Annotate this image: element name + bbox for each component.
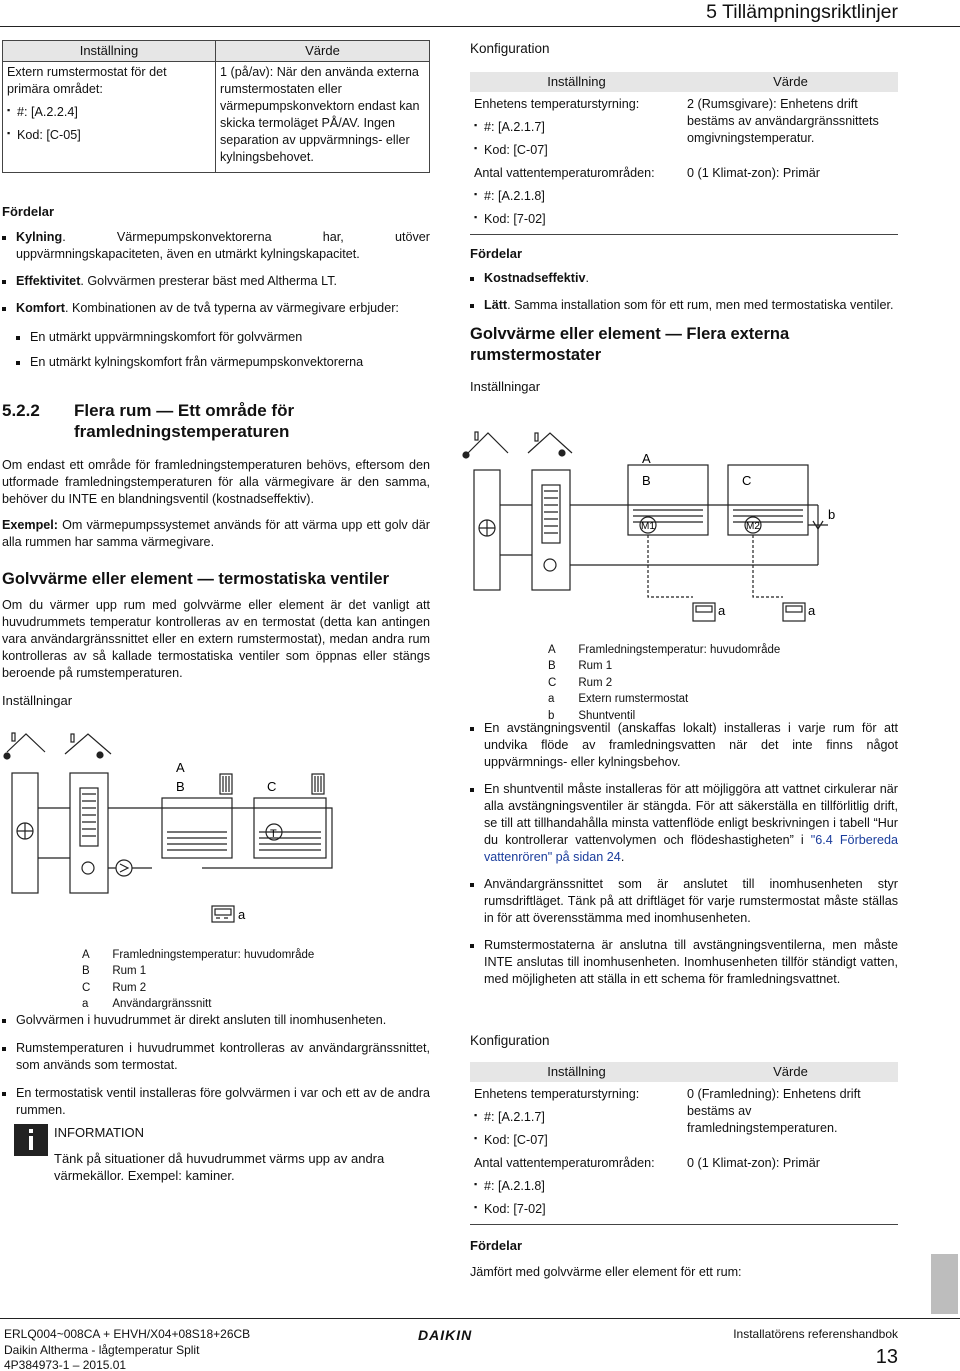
setting-label: Antal vattentemperaturområden: [474, 1155, 655, 1170]
bullet-item: Rumstemperaturen i huvudrummet kontrolleras av användargränssnittet, som används som termostat. [2, 1040, 430, 1074]
right-bullets [470, 720, 898, 998]
legend-row: a Användargränssnitt [82, 998, 212, 1011]
daikin-logo: DAIKIN [418, 1327, 473, 1343]
diagram-label-A: A [176, 760, 185, 775]
diagram-label-C: C [267, 779, 277, 794]
installningar-label: Inställningar [2, 693, 73, 709]
right-config-2 [470, 1032, 898, 1281]
fordelar-heading: Fördelar [2, 204, 55, 219]
footer-handbook: Installatörens referenshandbok [733, 1327, 898, 1341]
fordelar-text: Jämfört med golvvärme eller element för ett rum: [470, 1265, 742, 1280]
footer-docnum: 4P384973-1 – 2015.01 [4, 1358, 127, 1371]
fordelar-item: Kostnadseffektiv. [470, 270, 898, 287]
setting-code-id: ▪ #: [A.2.1.8] [474, 188, 679, 205]
diagram-label-A: A [642, 451, 651, 466]
setting-code-id: ▪ #: [A.2.1.8] [474, 1178, 679, 1195]
diagram-label-a: a [718, 603, 726, 618]
diagram-label-C: C [742, 473, 752, 488]
legend-row: a Extern rumstermostat [548, 693, 689, 706]
subheading-flera-externa: Golvvärme eller element — Flera externa rumstermostater [470, 325, 790, 364]
settings-table-1 [2, 40, 430, 173]
page-reference-link[interactable]: "6.4 Förbereda vattenrören" på sidan 24 [484, 833, 898, 864]
information-box [14, 1124, 430, 1185]
diagram-label-M2: M2 [746, 521, 760, 532]
installningar-label: Inställningar [470, 378, 541, 394]
left-system-diagram [2, 728, 430, 938]
footer-rule [0, 1318, 960, 1319]
settings-table-3 [470, 1062, 898, 1225]
fordelar-item: Kylning. Värmepumpskonvektorerna har, utöver uppvärmningskapaciteten, även en utmärkt kylningskapacitet. [2, 229, 430, 263]
fordelar-item: Komfort. Kombinationen av de två typerna av värmegivare erbjuder: En utmärkt uppvärmningskomfort för golvvärmen En utmärkt kylningskomfort från värmepumpskonvektorerna [2, 300, 430, 371]
footer-left [4, 1327, 250, 1371]
right-legend [546, 641, 896, 725]
chapter-tab [931, 1254, 958, 1314]
diagram-label-a: a [238, 907, 246, 922]
diagram-label-M1: M1 [641, 521, 655, 532]
left-bullets [2, 1012, 430, 1129]
bullet-item: En avstängningsventil (anskaffas lokalt) installeras i varje rum för att undvika flöde av framledningsvatten när det inte finns något uppvärmnings- eller kylningsbehov. [470, 720, 898, 771]
setting-label: Extern rumstermostat för det primära området: [7, 64, 167, 96]
diagram-label-a: a [808, 603, 816, 618]
information-icon [14, 1124, 48, 1156]
info-text: Tänk på situationer då huvudrummet värms upp av andra värmekällor. Exempel: kaminer. [54, 1150, 385, 1184]
setting-label: Enhetens temperaturstyrning: [474, 96, 640, 111]
setting-code: ▪ Kod: [C-07] [474, 142, 679, 159]
footer-model: ERLQ004~008CA + EHVH/X04+08S18+26CB [4, 1327, 251, 1341]
bullet-item: Användargränssnittet som är anslutet till inomhusenheten styr rumsdriftläget. Tänk på att driftläget för varje rumstermostat måste ställas in för att överensstämma med inomhusenheten. [470, 876, 898, 927]
footer-product: Daikin Altherma - lågtemperatur Split [4, 1342, 200, 1357]
bullet-item: Golvvärmen i huvudrummet är direkt ansluten till inomhusenheten. [2, 1012, 430, 1029]
komfort-sub-item: En utmärkt uppvärmningskomfort för golvvärmen [16, 329, 430, 346]
bullet-item: Rumstermostaterna är anslutna till avstängningsventilerna, men måste INTE anslutas till inomhusenheten. Inomhusenheten tillför ständigt vatten, med möjligheten att ställa in ett schema för framledningsvattnet. [470, 937, 898, 988]
diagram-label-b: b [828, 507, 836, 522]
golv-paragraph: Om du värmer upp rum med golvvärme eller element är det vanligt att huvudrummets temperatur kontrolleras av en termostat (detta kan antingen vara användargränssnittet eller en extern rumstermostat), medan andra rum kontrolleras av så kallade termostatiska ventiler som öppnas eller stängs beroende på rumstemperaturen. [2, 598, 430, 681]
chapter-title: 5 Tillämpningsriktlinjer [706, 1, 898, 23]
diagram-label-B: B [176, 779, 185, 794]
diagram-label-T: T [270, 828, 277, 840]
legend-row: C Rum 2 [82, 981, 147, 994]
setting-code-id: ▪ #: [A.2.2.4] [7, 104, 211, 121]
th-setting: Inställning [470, 72, 683, 92]
konfiguration-heading: Konfiguration [470, 1033, 550, 1048]
example-paragraph: Exempel: Om värmepumpssystemet används för att värma upp ett golv där alla rummen har samma värmegivare. [2, 517, 430, 549]
right-column [470, 40, 898, 395]
komfort-sub-item: En utmärkt kylningskomfort från värmepumpskonvektorerna [16, 354, 430, 371]
fordelar-item: Lätt. Samma installation som för ett rum, men med termostatiska ventiler. [470, 297, 898, 314]
setting-value: 0 (1 Klimat-zon): Primär [687, 1155, 820, 1170]
legend-row: C Rum 2 [548, 676, 613, 689]
setting-value: 1 (på/av): När den använda externa rumstermostaten eller värmepumpskonvektorn endast kan skicka termoläget PÅ/AV. Ingen separation av uppvärmnings- eller kylningsbehovet. [220, 64, 420, 164]
legend-row: A Framledningstemperatur: huvudområde [82, 949, 315, 961]
legend-row: B Rum 1 [82, 965, 147, 978]
setting-value: 0 (Framledning): Enhetens drift bestäms av framledningstemperaturen. [687, 1086, 861, 1135]
fordelar-item: Effektivitet. Golvvärmen presterar bäst med Altherma LT. [2, 273, 430, 290]
th-value: Värde [216, 41, 430, 62]
setting-code: ▪ Kod: [C-07] [474, 1132, 679, 1149]
th-setting: Inställning [3, 41, 216, 62]
section-paragraph: Om endast ett område för framledningstemperaturen behövs, eftersom den utformade framledningstemperaturen för alla värmegivare är den samma, behöver du INTE en blandningsventil (kostnadseffektiv). [2, 457, 430, 506]
th-value: Värde [683, 72, 898, 92]
setting-label: Antal vattentemperaturområden: [474, 165, 655, 180]
konfiguration-heading: Konfiguration [470, 41, 550, 56]
setting-label: Enhetens temperaturstyrning: [474, 1086, 640, 1101]
left-column [2, 40, 430, 173]
right-system-diagram [458, 425, 898, 635]
setting-code: ▪ Kod: [7-02] [474, 211, 679, 228]
diagram-label-B: B [642, 473, 651, 488]
section-5-2-2 [2, 400, 430, 710]
section-number: 5.2.2 [2, 401, 40, 420]
settings-table-2 [470, 72, 898, 235]
setting-code: ▪ Kod: [7-02] [474, 1201, 679, 1218]
setting-value: 0 (1 Klimat-zon): Primär [687, 165, 820, 180]
setting-code-id: ▪ #: [A.2.1.7] [474, 119, 679, 136]
subheading-termostatiska: Golvvärme eller element — termostatiska ventiler [2, 569, 390, 588]
setting-code-id: ▪ #: [A.2.1.7] [474, 1109, 679, 1126]
fordelar-heading: Fördelar [470, 245, 523, 261]
bullet-item: En shuntventil måste installeras för att möjliggöra att vattnet cirkulerar när alla avstängningsventiler är stängda. För att säkerställa en tillförlitlig drift, se till att tillhandahålla minsta vattenflöde enligt beskrivningen i tabell “Hur du kontrollerar vattenvolymen och flödeshastigheten” i "6.4 Förbereda vattenrören" på sidan 24. [470, 781, 898, 866]
fordelar-heading: Fördelar [470, 1237, 523, 1253]
info-title: INFORMATION [54, 1125, 145, 1140]
th-setting: Inställning [470, 1062, 683, 1082]
legend-row: B Rum 1 [548, 660, 613, 673]
left-fordelar [2, 203, 430, 381]
th-value: Värde [683, 1062, 898, 1082]
legend-row: b Shuntventil [548, 709, 636, 722]
section-title: Flera rum — Ett område för framledningstemperaturen [74, 401, 295, 442]
legend-row: A Framledningstemperatur: huvudområde [548, 644, 781, 656]
setting-value: 2 (Rumsgivare): Enhetens drift bestäms av användargränssnittets omgivningstemperatur. [687, 96, 879, 145]
bullet-item: En termostatisk ventil installeras före golvvärmen i var och ett av de andra rummen. [2, 1085, 430, 1119]
setting-code: ▪ Kod: [C-05] [7, 127, 211, 144]
left-legend [80, 946, 420, 1014]
page-number: 13 [875, 1346, 898, 1368]
